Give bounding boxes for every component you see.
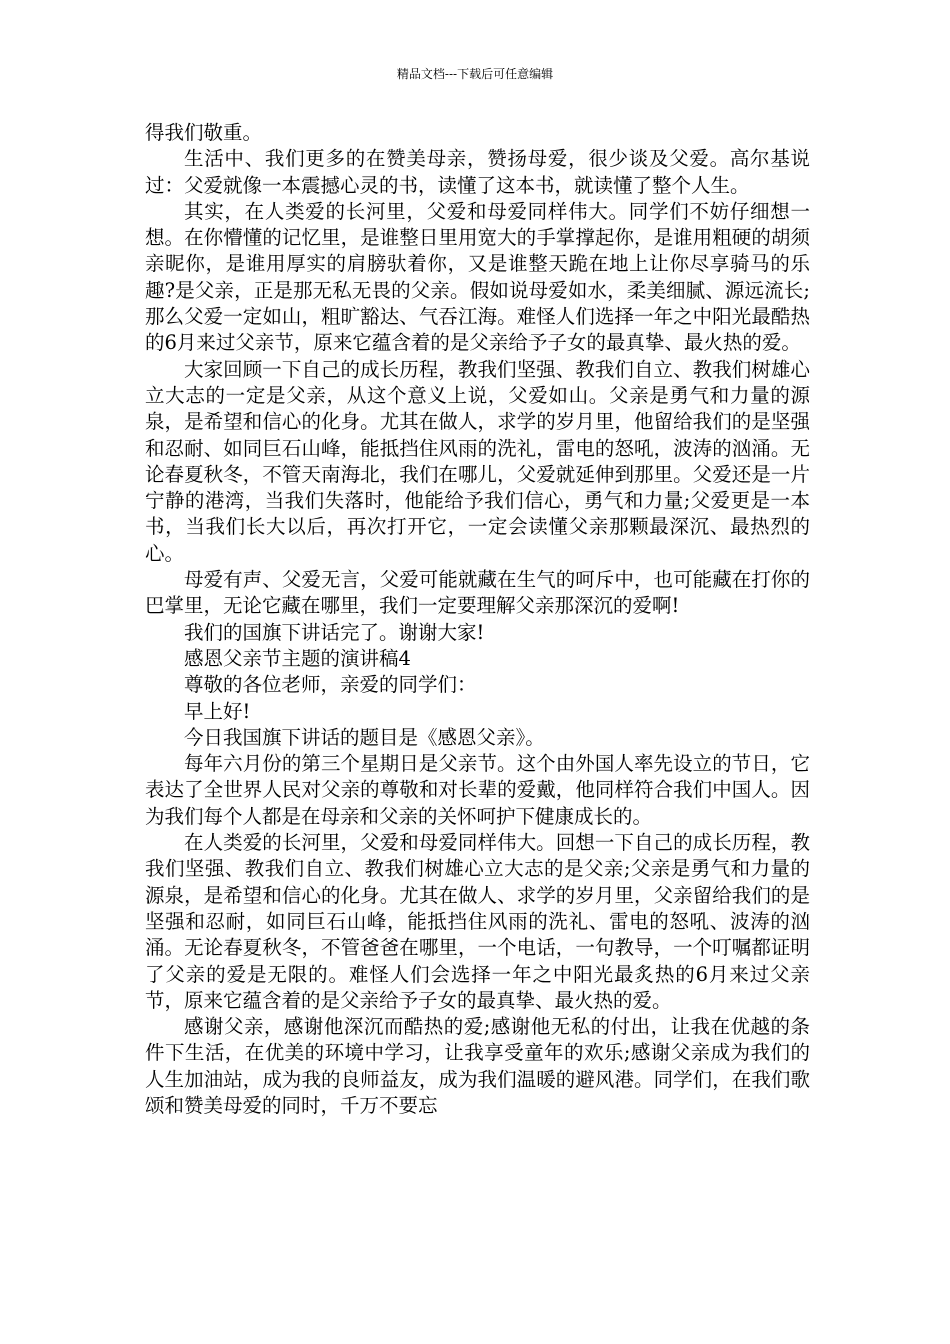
paragraph: 母爱有声、父爱无言，父爱可能就藏在生气的呵斥中，也可能藏在打你的巴掌里，无论它藏在哪里，我们一定要理解父亲那深沉的爱啊! [145, 568, 810, 618]
section-title: 感恩父亲节主题的演讲稿4 [184, 646, 411, 670]
salutation: 尊敬的各位老师，亲爱的同学们： [184, 673, 477, 697]
paragraph: 每年六月份的第三个星期日是父亲节。这个由外国人率先设立的节日，它表达了全世界人民对父亲的尊敬和对长辈的爱戴，他同样符合我们中国人。因为我们每个人都是在母亲和父亲的关怀呵护下健康成长的。 [145, 752, 810, 828]
paragraph: 我们的国旗下讲话完了。谢谢大家! [184, 620, 485, 644]
paragraph: 今日我国旗下讲话的题目是《感恩父亲》。 [184, 725, 545, 749]
document-body [145, 120, 810, 1119]
paragraph: 其实，在人类爱的长河里，父爱和母爱同样伟大。同学们不妨仔细想一想。在你懵懂的记忆里，是谁整日里用宽大的手掌撑起你，是谁用粗硬的胡须亲昵你，是谁用厚实的肩膀驮着你，又是谁整天跪在地上让你尽享骑马的乐趣?是父亲，正是那无私无畏的父亲。假如说母爱如水，柔美细腻、源远流长;那么父爱一定如山，粗旷豁达、气吞江海。难怪人们选择一年之中阳光最酷热的6月来过父亲节，原来它蕴含着的是父亲给予子女的最真挚、最火热的爱。 [145, 199, 810, 355]
paragraph: 得我们敬重。 [145, 121, 263, 144]
paragraph: 大家回顾一下自己的成长历程，教我们坚强、教我们自立、教我们树雄心立大志的一定是父亲，从这个意义上说，父爱如山。父亲是勇气和力量的源泉，是希望和信心的化身。尤其在做人，求学的岁月里，他留给我们的是坚强和忍耐、如同巨石山峰，能抵挡住风雨的洗礼，雷电的怒吼，波涛的汹涌。无论春夏秋冬，不管天南海北，我们在哪儿，父爱就延伸到那里。父爱还是一片宁静的港湾，当我们失落时，他能给予我们信心，勇气和力量;父爱更是一本书，当我们长大以后，再次打开它，一定会读懂父亲那颗最深沉、最热烈的心。 [145, 357, 810, 565]
paragraph: 感谢父亲，感谢他深沉而酷热的爱;感谢他无私的付出，让我在优越的条件下生活，在优美的环境中学习，让我享受童年的欢乐;感谢父亲成为我们的人生加油站，成为我的良师益友，成为我们温暖的避风港。同学们，在我们歌颂和赞美母爱的同时，千万不要忘 [145, 1015, 810, 1117]
greeting: 早上好! [184, 699, 251, 723]
paragraph: 在人类爱的长河里，父爱和母爱同样伟大。回想一下自己的成长历程，教我们坚强、教我们自立、教我们树雄心立大志的是父亲;父亲是勇气和力量的源泉，是希望和信心的化身。尤其在做人、求学的岁月里，父亲留给我们的是坚强和忍耐，如同巨石山峰，能抵挡住风雨的洗礼、雷电的怒吼、波涛的汹涌。无论春夏秋冬，不管爸爸在哪里，一个电话，一句教导，一个叮嘱都证明了父亲的爱是无限的。难怪人们会选择一年之中阳光最炙热的6月来过父亲节，原来它蕴含着的是父亲给予子女的最真挚、最火热的爱。 [145, 831, 810, 1012]
paragraph: 生活中、我们更多的在赞美母亲，赞扬母爱，很少谈及父爱。高尔基说过：父爱就像一本震撼心灵的书，读懂了这本书，就读懂了整个人生。 [145, 147, 810, 197]
page-header: 精品文档---下载后可任意编辑 [396, 67, 554, 81]
